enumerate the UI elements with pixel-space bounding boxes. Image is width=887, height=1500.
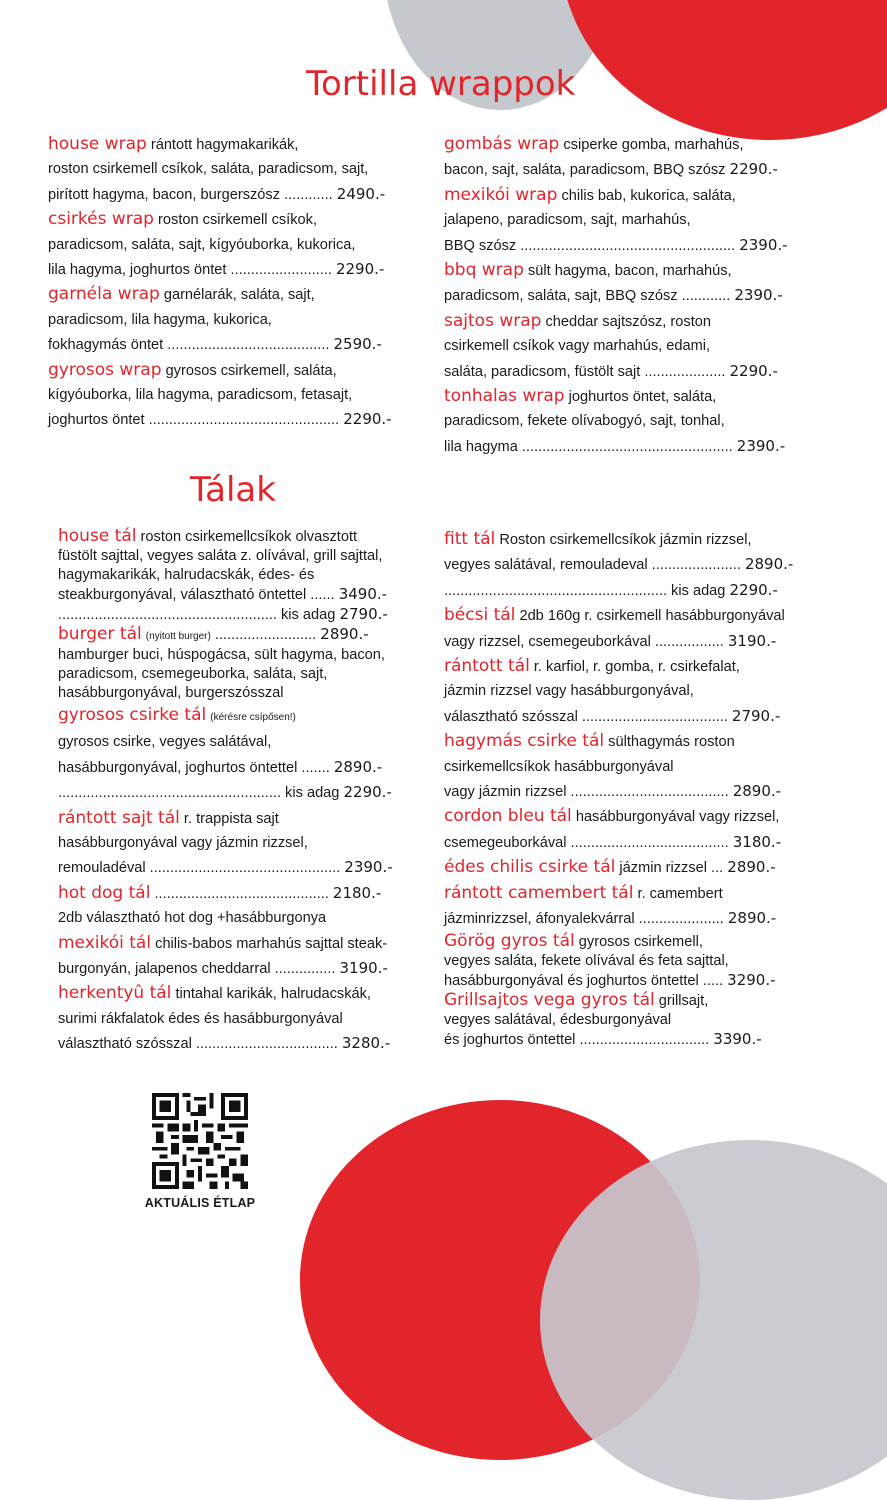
menu-item [58, 625, 418, 703]
menu-item-description-line [48, 257, 418, 282]
menu-item-description-line [58, 831, 418, 855]
menu-item [444, 729, 824, 804]
menu-item-description-line [444, 779, 824, 804]
menu-item-price: 2290.- [343, 410, 392, 429]
menu-item-price: 2180.- [332, 883, 382, 902]
menu-item-price: 2890.- [320, 625, 369, 643]
menu-item [444, 384, 814, 459]
menu-item-price: 3390.- [713, 1029, 762, 1048]
menu-item-price: 2890.- [727, 858, 776, 877]
menu-item-description-line [48, 332, 418, 357]
menu-item-description: hasábburgonyával vagy jázmin rizzsel, [58, 835, 308, 852]
small-portion-label: ....................................................... kis adag [58, 785, 340, 802]
menu-item-description-line [444, 157, 814, 182]
menu-item-description: kígyóuborka, lila hagyma, paradicsom, fetasajt, [48, 387, 353, 404]
menu-item-description: grillsajt, [658, 992, 709, 1009]
menu-item-description: gyrosos csirkemell, saláta, [165, 362, 337, 379]
menu-item-description-line [58, 1031, 418, 1056]
menu-item-name: gyrosos wrap [48, 359, 162, 380]
menu-item-name: cordon bleu tál [444, 806, 572, 827]
menu-item-first-line [48, 132, 418, 157]
menu-item-description: Roston csirkemellcsíkok jázmin rizzsel, [499, 532, 752, 548]
menu-item-description: gyrosos csirke, vegyes salátával, [58, 734, 272, 751]
menu-item-description: vagy rizzsel, csemegeuborkával ................. [444, 633, 724, 650]
menu-item-small-portion [58, 605, 418, 625]
menu-item-description: rántott hagymakarikák, [150, 137, 299, 153]
menu-item [444, 258, 814, 309]
menu-item-name: house tál [58, 526, 137, 546]
menu-item-description-line [58, 585, 418, 605]
small-portion-price: 2290.- [343, 783, 392, 802]
small-portion-price: 2790.- [339, 605, 388, 623]
menu-item-dots: ........................................... [150, 885, 329, 902]
menu-item-name: tonhalas wrap [444, 386, 565, 407]
menu-item-description: chilis-babos marhahús sajttal steak- [155, 935, 388, 952]
menu-item-first-line [444, 729, 824, 754]
menu-item-first-line [444, 527, 824, 552]
menu-item-description-line [48, 182, 418, 207]
menu-item-description-line [444, 952, 824, 971]
menu-item [444, 603, 824, 654]
menu-item-first-line [48, 282, 418, 307]
menu-item-description-line [444, 409, 814, 433]
menu-item-description: vegyes salátával, remouladeval ...................... [444, 557, 741, 574]
menu-item-name: édes chilis csirke tál [444, 857, 616, 878]
menu-item-price: 2290.- [729, 160, 778, 179]
menu-item-description: csiperke gomba, marhahús, [563, 137, 744, 153]
menu-item-description: jázminrizzsel, áfonyalekvárral ..................... [444, 911, 724, 928]
menu-item [58, 931, 418, 982]
menu-item-description-line [444, 233, 814, 258]
menu-item-description-line [48, 407, 418, 432]
menu-item-description-line [58, 906, 418, 930]
menu-item-first-line [58, 881, 418, 906]
menu-item-description: surimi rákfalatok édes és hasábburgonyával [58, 1010, 343, 1027]
menu-item-description: BBQ szósz ..................................................... [444, 237, 736, 254]
menu-item-description: és joghurtos öntettel ................................ [444, 1031, 710, 1048]
menu-item-description-line [444, 1011, 824, 1030]
menu-item-name: bécsi tál [444, 605, 516, 626]
menu-item [58, 981, 418, 1056]
menu-item-small-portion [444, 578, 824, 603]
menu-item-description-line [48, 157, 418, 181]
menu-item-description: választható szósszal .................................... [444, 708, 728, 725]
menu-item-description: r. karfiol, r. gomba, r. csirkefalat, [533, 659, 740, 676]
menu-item-description-line [444, 704, 824, 729]
menu-item-description: fokhagymás öntet ........................................ [48, 337, 330, 354]
menu-item-first-line [444, 932, 824, 952]
menu-item-description-line [58, 956, 418, 981]
menu-item-description: lila hagyma .................................................... [444, 438, 733, 455]
menu-item-description-line [444, 434, 814, 459]
menu-item [48, 282, 418, 357]
menu-item-first-line [444, 309, 814, 334]
menu-item-price: 2890.- [727, 909, 777, 928]
menu-item-description: vagy jázmin rizzsel ....................................... [444, 784, 729, 801]
menu-item-description: sült hagyma, bacon, marhahús, [527, 263, 732, 280]
menu-item-description: saláta, paradicsom, füstölt sajt .................... [444, 363, 726, 380]
menu-item-description: steakburgonyával, választható öntettel ...... [58, 587, 335, 603]
menu-item-price: 2790.- [731, 706, 781, 725]
menu-item-description: vegyes salátával, édesburgonyával [444, 1011, 672, 1028]
menu-item-description: 2db választható hot dog +hasábburgonya [58, 910, 327, 927]
menu-item-description-line [58, 566, 418, 585]
menu-item-price: 2590.- [333, 335, 382, 354]
qr-code-icon[interactable] [152, 1093, 248, 1189]
menu-item-description-line [444, 629, 824, 654]
menu-item [444, 309, 814, 384]
menu-item [444, 132, 814, 183]
menu-item-first-line [444, 132, 814, 157]
menu-item-name: gyrosos csirke tál [58, 705, 207, 725]
section-title-plates: Tálak [190, 470, 276, 510]
menu-item [444, 527, 824, 603]
menu-item-first-line [48, 207, 418, 232]
menu-item-description-line [444, 971, 824, 991]
small-portion-label: ....................................................... kis adag [444, 582, 726, 599]
menu-item-description: csemegeuborkával ....................................... [444, 834, 729, 851]
menu-item-description: jalapeno, paradicsom, sajt, marhahús, [444, 212, 691, 229]
menu-item-first-line [444, 654, 824, 679]
menu-item-first-line [58, 527, 418, 547]
menu-item [444, 183, 814, 258]
menu-item-first-line [444, 183, 814, 208]
menu-item-description: sülthagymás roston [608, 734, 735, 751]
menu-item-description: lila hagyma, joghurtos öntet ......................... [48, 262, 332, 279]
menu-item [444, 804, 824, 855]
menu-item-price: 2390.- [736, 436, 786, 455]
menu-item-name: house wrap [48, 134, 147, 154]
menu-item-description-line [444, 552, 824, 577]
menu-item-description-line [58, 646, 418, 665]
menu-item-name: hagymás csirke tál [444, 731, 605, 752]
menu-item-price: 2890.- [744, 555, 794, 574]
menu-item [48, 207, 418, 282]
menu-item-small-portion [58, 780, 418, 805]
menu-item [58, 806, 418, 881]
menu-item-description-line [48, 383, 418, 407]
menu-item-description: paradicsom, saláta, sajt, kígyóuborka, kukorica, [48, 236, 356, 253]
menu-item-description-line [58, 1007, 418, 1031]
menu-item [58, 703, 418, 806]
menu-item-description-line [444, 830, 824, 855]
menu-item-description: hasábburgonyával és joghurtos öntettel ..... [444, 972, 724, 989]
menu-item-description-line [58, 755, 418, 780]
menu-item-price: 2390.- [739, 235, 788, 254]
menu-item-name: rántott sajt tál [58, 807, 180, 828]
menu-item-first-line [58, 806, 418, 831]
menu-item-name: csirkés wrap [48, 209, 154, 230]
menu-item-name: fitt tál [444, 529, 496, 549]
menu-item-first-line [58, 981, 418, 1006]
menu-item-description: hamburger buci, húspogácsa, sült hagyma, bacon, [58, 647, 385, 663]
menu-item-description: paradicsom, csemegeuborka, saláta, sajt, [58, 666, 328, 682]
menu-item-description-line [444, 1030, 824, 1050]
menu-item-description: joghurtos öntet, saláta, [568, 389, 717, 406]
menu-item-first-line [58, 703, 418, 730]
menu-item [58, 527, 418, 625]
menu-item-first-line [444, 804, 824, 829]
menu-item-description: cheddar sajtszósz, roston [545, 313, 711, 330]
menu-item-note: (kérésre csípősen!) [210, 712, 296, 723]
menu-item-name: herkentyû tál [58, 983, 172, 1004]
menu-item-name: Görög gyros tál [444, 930, 575, 951]
menu-item-description-line [444, 208, 814, 232]
menu-item-name: sajtos wrap [444, 310, 542, 331]
menu-item-first-line [444, 258, 814, 283]
menu-item-name: gombás wrap [444, 134, 560, 154]
menu-item [444, 855, 824, 880]
menu-item-description: hasábburgonyával vagy rizzsel, [575, 809, 780, 826]
menu-item-first-line [444, 384, 814, 409]
menu-item-description: paradicsom, saláta, sajt, BBQ szósz ............ [444, 288, 731, 305]
menu-item-name: hot dog tál [58, 882, 151, 903]
menu-item-description: paradicsom, lila hagyma, kukorica, [48, 311, 272, 328]
menu-item-description: hasábburgonyával, joghurtos öntettel ....... [58, 759, 330, 776]
wraps-left-column [48, 132, 418, 433]
plates-right-column [444, 527, 824, 1050]
menu-item-name: Grillsajtos vega gyros tál [444, 989, 655, 1010]
plates-left-column [58, 527, 418, 1057]
menu-item-description-line [444, 334, 814, 358]
menu-item-description: r. camembert [637, 885, 723, 902]
menu-item-name: mexikói tál [58, 932, 152, 953]
menu-item-description-line [444, 283, 814, 308]
menu-item-first-line [444, 855, 824, 880]
menu-item-description: hasábburgonyával, burgerszósszal [58, 685, 284, 701]
menu-item-price: 2290.- [335, 260, 385, 279]
menu-item [48, 132, 418, 207]
menu-item [58, 881, 418, 931]
menu-item-name: mexikói wrap [444, 184, 558, 205]
menu-item-description: csirkemellcsíkok hasábburgonyával [444, 758, 674, 775]
menu-item-price: 3190.- [339, 959, 388, 978]
menu-item-description-line [58, 730, 418, 754]
small-portion-label: ...................................................... kis adag [58, 607, 336, 623]
menu-item-price: 2290.- [729, 361, 778, 380]
menu-item-name: bbq wrap [444, 260, 524, 281]
menu-item-price: 3490.- [338, 585, 388, 603]
menu-item-description: joghurtos öntet ............................................... [48, 412, 340, 429]
menu-item-description: burgonyán, jalapenos cheddarral ............... [58, 961, 336, 978]
menu-item-description: roston csirkemell csíkok, saláta, paradicsom, sajt, [48, 161, 369, 178]
menu-item-description: jázmin rizzsel vagy hasábburgonyával, [444, 683, 694, 700]
menu-item-description: füstölt sajttal, vegyes saláta z. olívával, grill sajttal, [58, 548, 383, 564]
menu-item-description: chilis bab, kukorica, saláta, [561, 187, 736, 204]
menu-item-first-line [58, 931, 418, 956]
menu-item [444, 932, 824, 991]
menu-item-first-line [444, 881, 824, 906]
qr-label: AKTUÁLIS ÉTLAP [144, 1196, 256, 1210]
menu-item-description-line [444, 679, 824, 703]
menu-item-description: r. trappista sajt [183, 810, 279, 827]
menu-item-name: rántott tál [444, 656, 530, 677]
menu-item-price: 2890.- [732, 782, 782, 801]
menu-item-description-line [58, 547, 418, 566]
menu-item-description-line [444, 906, 824, 931]
menu-item-price: 3280.- [341, 1034, 391, 1053]
menu-item-price: 3290.- [727, 970, 776, 989]
menu-item-price: 2390.- [734, 286, 783, 305]
menu-item [444, 881, 824, 932]
menu-item-description: gyrosos csirkemell, [578, 933, 703, 950]
menu-item-description-line [48, 233, 418, 257]
section-title-wraps: Tortilla wrappok [306, 64, 576, 104]
menu-item-description: bacon, sajt, saláta, paradicsom, BBQ szósz [444, 162, 726, 179]
menu-item-description-line [58, 665, 418, 684]
small-portion-price: 2290.- [729, 580, 778, 599]
menu-item-name: garnéla wrap [48, 284, 160, 305]
menu-item-description-line [48, 308, 418, 332]
menu-item [48, 358, 418, 433]
menu-item-description: paradicsom, fekete olívabogyó, sajt, tonhal, [444, 413, 725, 430]
menu-item-description: tintahal karikák, halrudacskák, [175, 986, 371, 1003]
menu-item-description-line [444, 755, 824, 779]
menu-item-first-line [58, 625, 418, 646]
menu-item-description-line [58, 855, 418, 880]
menu-item-description: 2db 160g r. csirkemell hasábburgonyával [519, 608, 785, 625]
wraps-right-column [444, 132, 814, 459]
menu-item-name: rántott camembert tál [444, 882, 634, 903]
menu-item-name: burger tál [58, 624, 142, 644]
menu-item-price: 3180.- [732, 832, 782, 851]
menu-item-description: csirkemell csíkok vagy marhahús, edami, [444, 338, 711, 355]
menu-item-first-line [444, 991, 824, 1011]
menu-item-description: garnélarák, saláta, sajt, [163, 287, 315, 304]
menu-item-first-line [444, 603, 824, 628]
menu-item-description: vegyes saláta, fekete olívával és feta sajttal, [444, 952, 729, 969]
menu-item-description: választható szósszal ................................... [58, 1036, 338, 1053]
menu-item-note: (nyitott burger) [145, 631, 211, 642]
menu-item-price: 2890.- [333, 757, 383, 776]
menu-item-description: roston csirkemellcsíkok olvasztott [140, 529, 358, 545]
menu-item [444, 654, 824, 729]
menu-item-first-line [48, 358, 418, 383]
menu-item-description-line [444, 359, 814, 384]
menu-item-description: roston csirkemell csíkok, [158, 212, 317, 229]
menu-item-dots: ......................... [210, 627, 317, 643]
menu-item-price: 2390.- [344, 858, 393, 877]
decor-circle-red-top [560, 0, 887, 140]
menu-item [444, 991, 824, 1050]
menu-item-price: 3190.- [727, 631, 777, 650]
menu-item-description: hagymakarikák, halrudacskák, édes- és [58, 567, 315, 583]
menu-item-price: 2490.- [336, 184, 386, 203]
menu-item-description-line [58, 684, 418, 703]
menu-item-description: jázmin rizzsel ... [619, 860, 724, 877]
menu-item-description: remouladéval ............................................... [58, 860, 341, 877]
menu-item-description: pirított hagyma, bacon, burgerszósz ............ [48, 186, 333, 203]
